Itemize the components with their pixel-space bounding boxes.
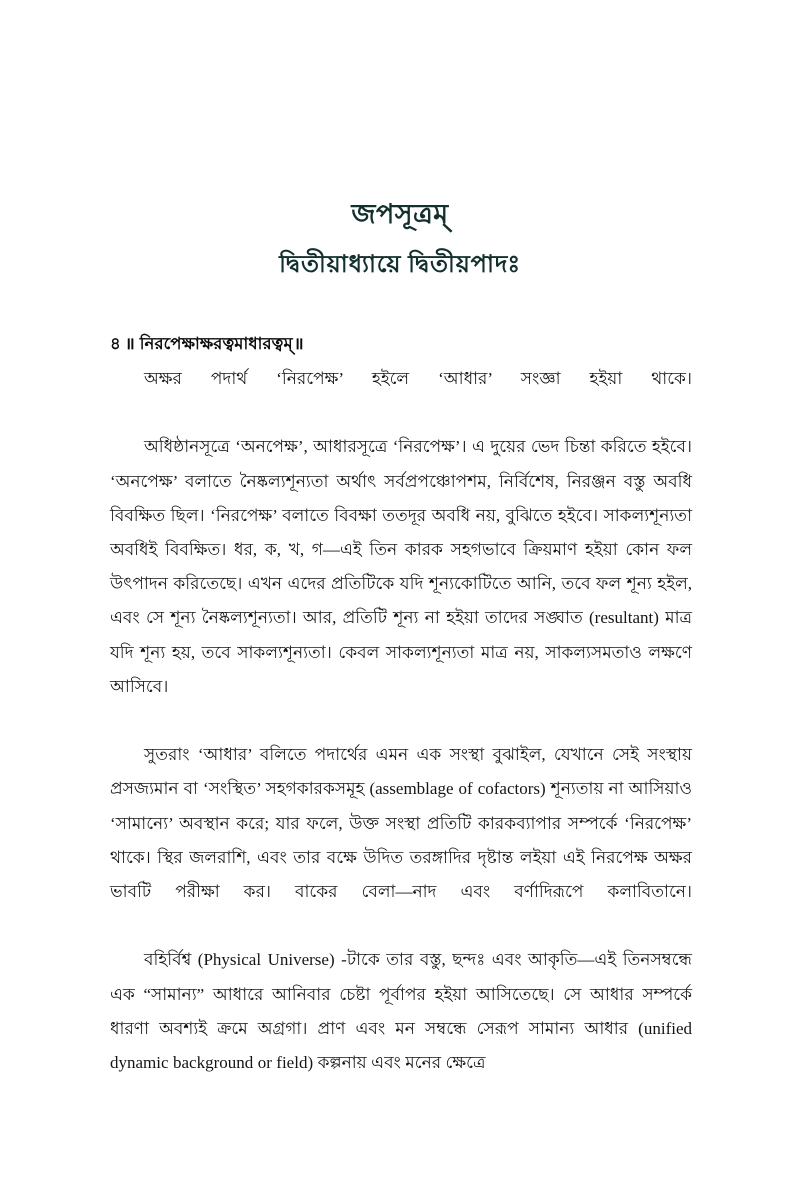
paragraph-1: অক্ষর পদার্থ ‘নিরপেক্ষ’ হইলে ‘আধার’ সংজ্ঞা হইয়া থাকে। bbox=[144, 369, 692, 388]
body-text-column bbox=[110, 328, 692, 1080]
sutra-danda-close: ॥ bbox=[293, 334, 304, 353]
paragraph-3: সুতরাং ‘আধার’ বলিতে পদার্থের এমন এক সংস্থা বুঝাইল, যেখানে সেই সংস্থায় প্রসজ্যমান বা ‘সংস্থিত’ সহগকারকসমূহ (assemblage of cofactors) শূন্যতায় না আসিয়াও ‘সামান্যে’ অবস্থান করে; যার ফলে, উক্ত সংস্থা প্রতিটি কারকব্যাপার সম্পর্কে ‘নিরপেক্ষ’ থাকে। স্থির জলরাশি, এবং তার বক্ষে উদিত তরঙ্গাদির দৃষ্টান্ত লইয়া এই নিরপেক্ষ অক্ষর ভাবটি পরীক্ষা কর। বাকের বেলা—নাদ এবং বর্ণাদিরূপে কলাবিতানে। bbox=[110, 745, 692, 902]
paragraph-2: অধিষ্ঠানসূত্রে ‘অনপেক্ষ’, আধারসূত্রে ‘নিরপেক্ষ’। এ দুয়ের ভেদ চিন্তা করিতে হইবে। ‘অনপেক্ষ’ বলাতে নৈষ্কল্যশূন্যতা অর্থাৎ সর্বপ্রপঞ্চোপশম, নির্বিশেষ, নিরঞ্জন বস্তু অবধি বিবক্ষিত ছিল। ‘নিরপেক্ষ’ বলাতে বিবক্ষা ততদূর অবধি নয়, বুঝিতে হইবে। সাকল্যশূন্যতা অবধিই বিবক্ষিত। ধর, ক, খ, গ—এই তিন কারক সহগভাবে ক্রিয়মাণ হইয়া কোন ফল উৎপাদন করিতেছে। এখন এদের প্রতিটিকে যদি শূন্যকোটিতে আনি, তবে ফল শূন্য হইল, এবং সে শূন্য নৈষ্কল্যশূন্যতা। আর, প্রতিটি শূন্য না হইয়া তাদের সঙ্ঘাত (resultant) মাত্র যদি শূন্য হয়, তবে সাকল্যশূন্যতা। কেবল সাকল্যশূন্যতা মাত্র নয়, সাকল্যসমতাও লক্ষণে আসিবে। bbox=[110, 437, 692, 696]
paragraph-4: বহির্বিশ্ব (Physical Universe) -টাকে তার বস্তু, ছন্দঃ এবং আকৃতি—এই তিনসম্বন্ধে এক “সামান্য” আধারে আনিবার চেষ্টা পূর্বাপর হইয়া আসিতেছে। সে আধার সম্পর্কে ধারণা অবশ্যই ক্রমে অগ্রগা। প্রাণ এবং মন সম্বন্ধে সেরূপ সামান্য আধার (unified dynamic background or field) কল্পনায় এবং মনের ক্ষেত্রে bbox=[110, 950, 692, 1073]
sutra-number: ৪ bbox=[110, 334, 121, 353]
sutra-danda-open: ॥ bbox=[124, 334, 135, 353]
page-subtitle: দ্বিতীয়াধ্যায়ে দ্বিতীয়পাদঃ bbox=[279, 252, 521, 278]
page-title: জপসূত্রম্ bbox=[351, 199, 449, 229]
page-header bbox=[110, 196, 690, 282]
sutra-heading bbox=[110, 328, 692, 360]
sutra-text: নিরপেক্ষাক্ষরত্বমাধারত্বম্ bbox=[139, 334, 293, 353]
